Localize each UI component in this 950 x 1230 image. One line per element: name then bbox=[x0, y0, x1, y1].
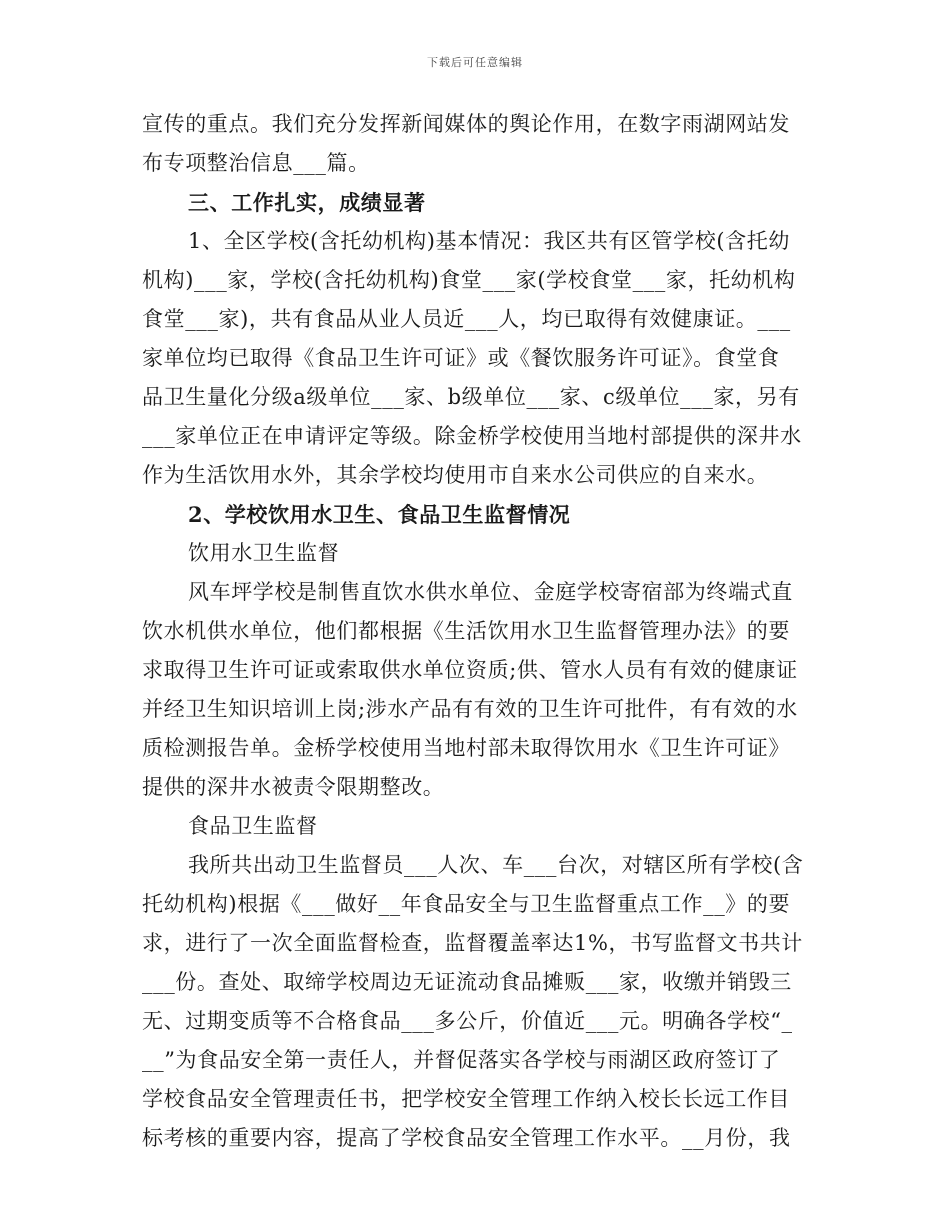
text-line: 宣传的重点。我们充分发挥新闻媒体的舆论作用，在数字雨湖网站发 bbox=[142, 112, 790, 136]
text-line: 并经卫生知识培训上岗;涉水产品有有效的卫生许可批件，有有效的水 bbox=[142, 697, 798, 721]
text-line: __”为食品安全第一责任人，并督促落实各学校与雨湖区政府签订了 bbox=[142, 1048, 781, 1072]
text-line: 布专项整治信息___篇。 bbox=[142, 151, 370, 175]
text-line: 求，进行了一次全面监督检查，监督覆盖率达1%，书写监督文书共计 bbox=[142, 931, 803, 955]
text-line: 无、过期变质等不合格食品___多公斤，价值近___元。明确各学校“_ bbox=[142, 1009, 793, 1033]
text-line: ___家单位正在申请评定等级。除金桥学校使用当地村部提供的深井水 bbox=[142, 424, 802, 448]
text-line: 食堂___家)，共有食品从业人员近___人，均已取得有效健康证。___ bbox=[142, 307, 791, 331]
text-line: 作为生活饮用水外，其余学校均使用市自来水公司供应的自来水。 bbox=[142, 463, 769, 487]
section-heading: 2、学校饮用水卫生、食品卫生监督情况 bbox=[188, 502, 571, 527]
text-line: 我所共出动卫生监督员___人次、车___台次，对辖区所有学校(含 bbox=[188, 853, 804, 877]
text-line: 质检测报告单。金桥学校使用当地村部未取得饮用水《卫生许可证》 bbox=[142, 736, 790, 760]
text-line: 求取得卫生许可证或索取供水单位资质;供、管水人员有有效的健康证 bbox=[142, 658, 798, 682]
text-line: 风车坪学校是制售直饮水供水单位、金庭学校寄宿部为终端式直 bbox=[188, 580, 793, 604]
text-line: ___份。查处、取缔学校周边无证流动食品摊贩___家，收缴并销毁三 bbox=[142, 970, 792, 994]
text-line: 机构)___家，学校(含托幼机构)食堂___家(学校食堂___家，托幼机构 bbox=[142, 268, 796, 292]
text-line: 托幼机构)根据《___做好__年食品安全与卫生监督重点工作__》的要 bbox=[142, 892, 791, 916]
text-line: 1、全区学校(含托幼机构)基本情况：我区共有区管学校(含托幼 bbox=[188, 229, 790, 253]
text-line: 学校食品安全管理责任书，把学校安全管理工作纳入校长长远工作目 bbox=[142, 1087, 790, 1111]
text-line: 标考核的重要内容，提高了学校食品安全管理工作水平。__月份，我 bbox=[142, 1126, 791, 1150]
header-note: 下载后可任意编辑 bbox=[427, 56, 523, 69]
text-line: 食品卫生监督 bbox=[188, 814, 318, 838]
section-heading: 三、工作扎实，成绩显著 bbox=[188, 190, 426, 215]
text-line: 提供的深井水被责令限期整改。 bbox=[142, 775, 445, 799]
text-line: 饮水机供水单位，他们都根据《生活饮用水卫生监督管理办法》的要 bbox=[142, 619, 790, 643]
document-body bbox=[142, 105, 807, 1158]
text-line: 家单位均已取得《食品卫生许可证》或《餐饮服务许可证》。食堂食 bbox=[142, 346, 780, 370]
text-line: 饮用水卫生监督 bbox=[188, 541, 340, 565]
text-line: 品卫生量化分级a级单位___家、b级单位___家、c级单位___家，另有 bbox=[142, 385, 800, 409]
